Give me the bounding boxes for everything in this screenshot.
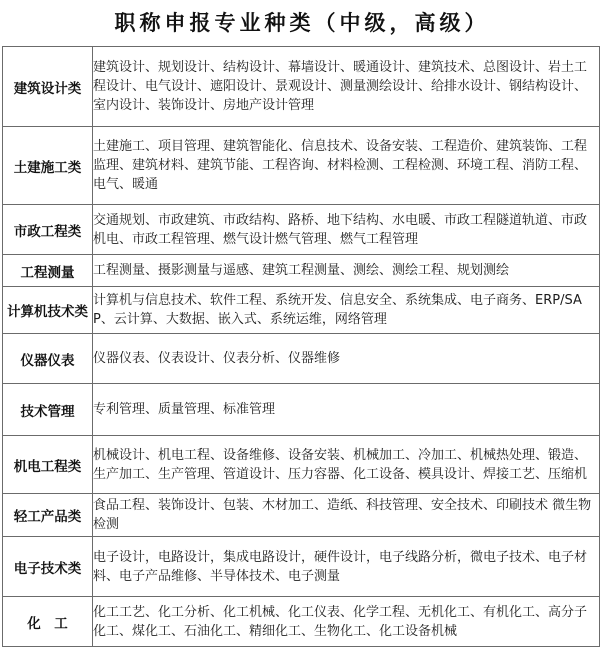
table-row: [3, 127, 600, 205]
items-cell: 交通规划、市政建筑、市政结构、路桥、地下结构、水电暖、市政工程隧道轨道、市政机电、市政工程管理、燃气设计燃气管理、燃气工程管理: [93, 205, 600, 255]
items-cell: 仪器仪表、仪表设计、仪表分析、仪器维修: [93, 334, 600, 384]
items-cell: 机械设计、机电工程、设备维修、设备安装、机械加工、冷加工、机械热处理、锻造、生产加工、生产管理、管道设计、压力容器、化工设备、模具设计、焊接工艺、压缩机: [93, 436, 600, 494]
category-cell: 土建施工类: [3, 127, 93, 205]
table-row: [3, 537, 600, 597]
table-row: [3, 255, 600, 287]
category-cell: 技术管理: [3, 384, 93, 436]
category-cell: 计算机技术类: [3, 287, 93, 334]
category-cell: 机电工程类: [3, 436, 93, 494]
table-row: [3, 384, 600, 436]
items-cell: 建筑设计、规划设计、结构设计、幕墙设计、暖通设计、建筑技术、总图设计、岩土工程设计、电气设计、遮阳设计、景观设计、测量测绘设计、给排水设计、钢结构设计、室内设计、装饰设计、房地产设计管理: [93, 47, 600, 127]
items-cell: 计算机与信息技术、软件工程、系统开发、信息安全、系统集成、电子商务、ERP/SAP、云计算、大数据、嵌入式、系统运维，网络管理: [93, 287, 600, 334]
table-row: [3, 334, 600, 384]
document-title: 职称申报专业种类（中级，高级）: [114, 10, 490, 35]
table-row: [3, 597, 600, 647]
category-cell: 市政工程类: [3, 205, 93, 255]
category-cell: 工程测量: [3, 255, 93, 287]
category-cell: 轻工产品类: [3, 494, 93, 537]
table-row: [3, 287, 600, 334]
category-cell: 建筑设计类: [3, 47, 93, 127]
category-cell: 电子技术类: [3, 537, 93, 597]
items-cell: 专利管理、质量管理、标准管理: [93, 384, 600, 436]
items-cell: 化工工艺、化工分析、化工机械、化工仪表、化学工程、无机化工、有机化工、高分子化工、煤化工、石油化工、精细化工、生物化工、化工设备机械: [93, 597, 600, 647]
items-cell: 工程测量、摄影测量与遥感、建筑工程测量、测绘、测绘工程、规划测绘: [93, 255, 600, 287]
category-cell: 化 工: [3, 597, 93, 647]
items-cell: 电子设计，电路设计，集成电路设计，硬件设计，电子线路分析，微电子技术、电子材料、电子产品维修、半导体技术、电子测量: [93, 537, 600, 597]
category-cell: 仪器仪表: [3, 334, 93, 384]
table-row: [3, 47, 600, 127]
table-row: [3, 494, 600, 537]
items-cell: 土建施工、项目管理、建筑智能化、信息技术、设备安装、工程造价、建筑装饰、工程监理、建筑材料、建筑节能、工程咨询、材料检测、工程检测、环境工程、消防工程、电气、暖通: [93, 127, 600, 205]
specialty-table: [2, 46, 600, 647]
table-row: [3, 436, 600, 494]
table-row: [3, 205, 600, 255]
items-cell: 食品工程、装饰设计、包装、木材加工、造纸、科技管理、安全技术、印刷技术 微生物检测: [93, 494, 600, 537]
